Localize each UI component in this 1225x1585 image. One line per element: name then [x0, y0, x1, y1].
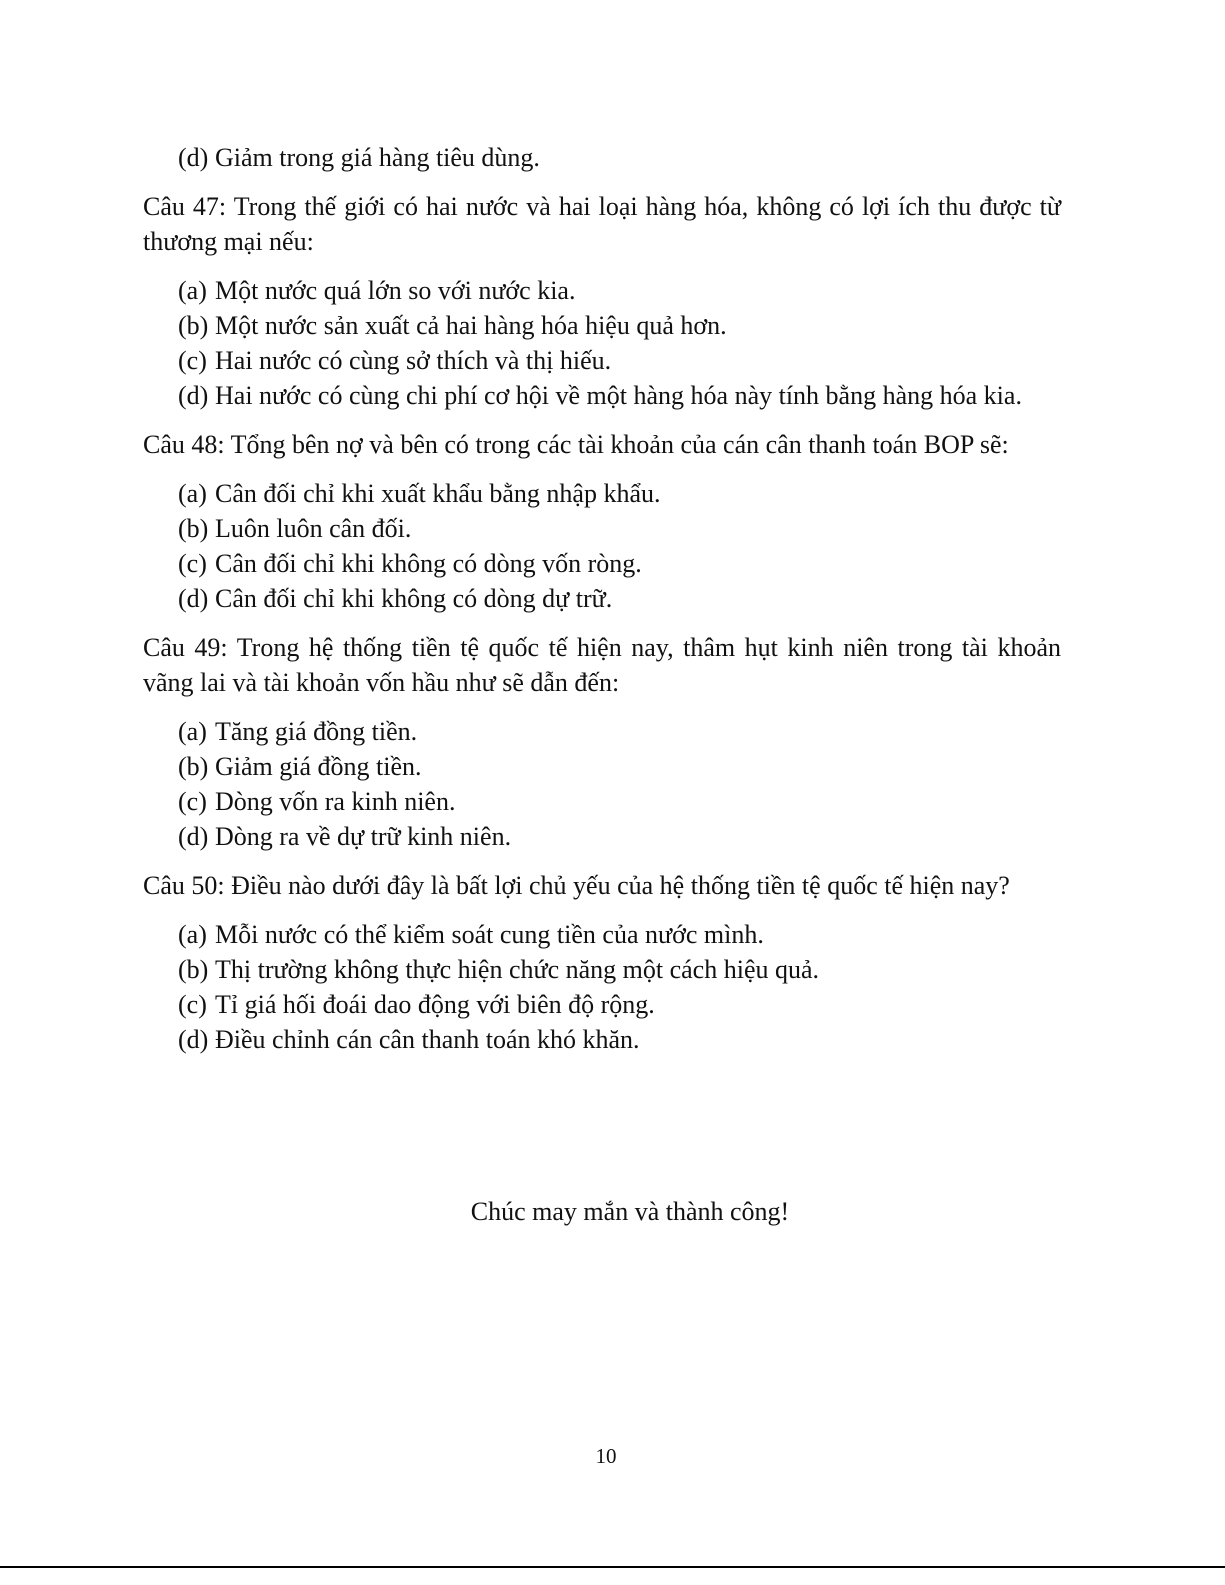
question-49-text: Câu 49: Trong hệ thống tiền tệ quốc tế hiện nay, thâm hụt kinh niên trong tài khoản vãng lai và tài khoản vốn hầu như sẽ dẫn đến: — [143, 633, 1061, 697]
option-item — [143, 917, 1061, 952]
page-number: 10 — [595, 1444, 617, 1468]
option-label: (d) — [178, 1025, 209, 1054]
bottom-border-line — [0, 1566, 1225, 1568]
option-label: (b) — [178, 311, 209, 340]
option-item — [143, 581, 1061, 616]
option-item — [143, 140, 1061, 175]
option-text: Giảm trong giá hàng tiêu dùng. — [215, 143, 540, 172]
question-47-text: Câu 47: Trong thế giới có hai nước và hai loại hàng hóa, không có lợi ích thu được từ thương mại nếu: — [143, 192, 1061, 256]
option-label: (d) — [178, 143, 209, 172]
option-item — [143, 511, 1061, 546]
option-item — [143, 784, 1061, 819]
option-text: Cân đối chỉ khi không có dòng dự trữ. — [215, 584, 613, 613]
option-label: (b) — [178, 955, 209, 984]
option-label: (c) — [178, 990, 207, 1019]
option-text: Một nước sản xuất cả hai hàng hóa hiệu quả hơn. — [215, 311, 727, 340]
option-item — [143, 273, 1061, 308]
option-text: Tăng giá đồng tiền. — [215, 717, 418, 746]
question-48-text: Câu 48: Tổng bên nợ và bên có trong các tài khoản của cán cân thanh toán BOP sẽ: — [143, 430, 1009, 459]
option-label: (d) — [178, 822, 209, 851]
option-label: (d) — [178, 584, 209, 613]
option-item — [143, 749, 1061, 784]
option-item — [143, 987, 1061, 1022]
option-item — [143, 308, 1061, 343]
closing-message: Chúc may mắn và thành công! — [470, 1197, 790, 1226]
option-label: (a) — [178, 276, 207, 305]
option-text: Hai nước có cùng sở thích và thị hiếu. — [215, 346, 612, 375]
option-item — [143, 378, 1061, 413]
option-item — [143, 343, 1061, 378]
question-50-text: Câu 50: Điều nào dưới đây là bất lợi chủ yếu của hệ thống tiền tệ quốc tế hiện nay? — [143, 871, 1010, 900]
option-text: Dòng vốn ra kinh niên. — [215, 787, 456, 816]
option-item — [143, 1022, 1061, 1057]
option-label: (c) — [178, 346, 207, 375]
option-text: Điều chỉnh cán cân thanh toán khó khăn. — [215, 1025, 640, 1054]
option-text: Luôn luôn cân đối. — [215, 514, 412, 543]
option-label: (a) — [178, 717, 207, 746]
option-item — [143, 819, 1061, 854]
option-label: (d) — [178, 381, 209, 410]
option-text: Mỗi nước có thể kiểm soát cung tiền của nước mình. — [215, 920, 764, 949]
option-label: (a) — [178, 920, 207, 949]
option-item — [143, 714, 1061, 749]
option-label: (c) — [178, 787, 207, 816]
document-body — [143, 140, 1061, 1057]
option-text: Tỉ giá hối đoái dao động với biên độ rộng. — [215, 990, 655, 1019]
option-text: Một nước quá lớn so với nước kia. — [215, 276, 576, 305]
option-text: Thị trường không thực hiện chức năng một cách hiệu quả. — [215, 955, 820, 984]
option-text: Dòng ra về dự trữ kinh niên. — [215, 822, 512, 851]
option-label: (b) — [178, 752, 209, 781]
option-text: Cân đối chỉ khi xuất khẩu bằng nhập khẩu. — [215, 479, 661, 508]
option-item — [143, 476, 1061, 511]
option-text: Cân đối chỉ khi không có dòng vốn ròng. — [215, 549, 642, 578]
option-text: Hai nước có cùng chi phí cơ hội về một hàng hóa này tính bằng hàng hóa kia. — [215, 381, 1022, 410]
option-label: (b) — [178, 514, 209, 543]
option-item — [143, 952, 1061, 987]
option-label: (c) — [178, 549, 207, 578]
option-text: Giảm giá đồng tiền. — [215, 752, 422, 781]
option-label: (a) — [178, 479, 207, 508]
option-item — [143, 546, 1061, 581]
